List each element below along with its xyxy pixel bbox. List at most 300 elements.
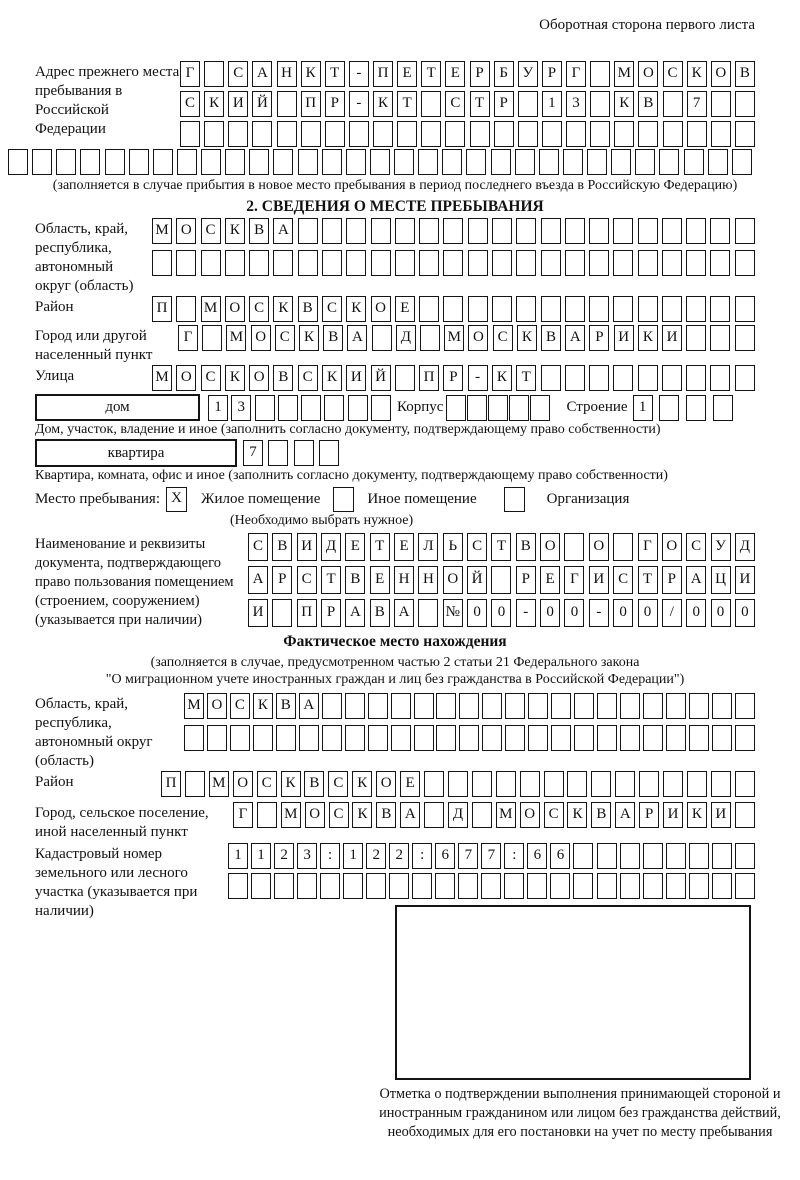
char-box[interactable]: [322, 218, 342, 244]
char-box[interactable]: [225, 250, 245, 276]
char-box[interactable]: [366, 873, 386, 899]
char-box[interactable]: [153, 149, 173, 175]
char-box[interactable]: [436, 725, 456, 751]
char-box[interactable]: О: [207, 693, 227, 719]
char-box[interactable]: [322, 725, 342, 751]
char-box[interactable]: Р: [542, 61, 562, 87]
char-box[interactable]: К: [687, 802, 707, 828]
char-box[interactable]: Й: [371, 365, 391, 391]
char-box[interactable]: В: [370, 599, 390, 627]
char-box[interactable]: [322, 149, 342, 175]
char-box[interactable]: С: [329, 802, 349, 828]
char-box[interactable]: Е: [345, 533, 365, 561]
char-box[interactable]: П: [419, 365, 439, 391]
char-box[interactable]: О: [520, 802, 540, 828]
char-box[interactable]: [276, 725, 296, 751]
char-box[interactable]: [662, 296, 682, 322]
char-box[interactable]: [397, 121, 417, 147]
char-box[interactable]: [613, 250, 633, 276]
char-box[interactable]: [550, 873, 570, 899]
char-box[interactable]: [590, 61, 610, 87]
char-box[interactable]: [448, 771, 468, 797]
char-box[interactable]: Г: [180, 61, 200, 87]
char-box[interactable]: [202, 325, 222, 351]
char-box[interactable]: [204, 61, 224, 87]
char-box[interactable]: С: [249, 296, 269, 322]
char-box[interactable]: М: [614, 61, 634, 87]
char-box[interactable]: О: [371, 296, 391, 322]
char-box[interactable]: [541, 218, 561, 244]
char-box[interactable]: [255, 395, 275, 421]
char-box[interactable]: Р: [494, 91, 514, 117]
char-box[interactable]: О: [589, 533, 609, 561]
char-box[interactable]: [527, 873, 547, 899]
char-box[interactable]: [395, 250, 415, 276]
char-box[interactable]: И: [735, 566, 755, 594]
char-box[interactable]: [638, 250, 658, 276]
char-box[interactable]: О: [176, 218, 196, 244]
char-box[interactable]: О: [638, 61, 658, 87]
char-box[interactable]: У: [518, 61, 538, 87]
char-box[interactable]: [468, 296, 488, 322]
char-box[interactable]: 3: [566, 91, 586, 117]
char-box[interactable]: [322, 250, 342, 276]
char-box[interactable]: [297, 873, 317, 899]
char-box[interactable]: Н: [418, 566, 438, 594]
char-box[interactable]: [590, 121, 610, 147]
char-box[interactable]: [176, 250, 196, 276]
char-box[interactable]: И: [589, 566, 609, 594]
char-box[interactable]: 2: [389, 843, 409, 869]
char-box[interactable]: [643, 843, 663, 869]
char-box[interactable]: [614, 121, 634, 147]
char-box[interactable]: [273, 149, 293, 175]
char-box[interactable]: В: [638, 91, 658, 117]
char-box[interactable]: [299, 725, 319, 751]
char-box[interactable]: К: [492, 365, 512, 391]
char-box[interactable]: С: [180, 91, 200, 117]
char-box[interactable]: Р: [639, 802, 659, 828]
char-box[interactable]: К: [567, 802, 587, 828]
char-box[interactable]: А: [248, 566, 268, 594]
char-box[interactable]: [686, 325, 706, 351]
char-box[interactable]: С: [230, 693, 250, 719]
char-box[interactable]: М: [444, 325, 464, 351]
char-box[interactable]: [635, 149, 655, 175]
char-box[interactable]: 3: [297, 843, 317, 869]
char-box[interactable]: К: [346, 296, 366, 322]
char-box[interactable]: [492, 250, 512, 276]
char-box[interactable]: К: [352, 771, 372, 797]
char-box[interactable]: [225, 149, 245, 175]
char-box[interactable]: [589, 296, 609, 322]
char-box[interactable]: -: [468, 365, 488, 391]
char-box[interactable]: П: [301, 91, 321, 117]
char-box[interactable]: [301, 121, 321, 147]
char-box[interactable]: [686, 296, 706, 322]
char-box[interactable]: [574, 693, 594, 719]
char-box[interactable]: [643, 693, 663, 719]
char-box[interactable]: Т: [325, 61, 345, 87]
char-box[interactable]: К: [517, 325, 537, 351]
char-box[interactable]: [573, 873, 593, 899]
char-box[interactable]: 0: [564, 599, 584, 627]
char-box[interactable]: Г: [566, 61, 586, 87]
char-box[interactable]: [544, 771, 564, 797]
char-box[interactable]: [418, 149, 438, 175]
char-box[interactable]: Т: [470, 91, 490, 117]
char-box[interactable]: И: [228, 91, 248, 117]
char-box[interactable]: [589, 365, 609, 391]
char-box[interactable]: С: [248, 533, 268, 561]
char-box[interactable]: [639, 771, 659, 797]
char-box[interactable]: [274, 873, 294, 899]
char-box[interactable]: Р: [589, 325, 609, 351]
char-box[interactable]: [541, 296, 561, 322]
char-box[interactable]: Г: [233, 802, 253, 828]
char-box[interactable]: [515, 149, 535, 175]
char-box[interactable]: С: [445, 91, 465, 117]
char-box[interactable]: [185, 771, 205, 797]
char-box[interactable]: [689, 873, 709, 899]
char-box[interactable]: Ц: [711, 566, 731, 594]
char-box[interactable]: [687, 771, 707, 797]
char-box[interactable]: [574, 725, 594, 751]
char-box[interactable]: [666, 873, 686, 899]
char-box[interactable]: [711, 121, 731, 147]
char-box[interactable]: [663, 121, 683, 147]
char-box[interactable]: [732, 149, 752, 175]
char-box[interactable]: Д: [448, 802, 468, 828]
char-box[interactable]: [230, 725, 250, 751]
char-box[interactable]: [735, 325, 755, 351]
char-box[interactable]: Р: [321, 599, 341, 627]
char-box[interactable]: [129, 149, 149, 175]
char-box[interactable]: О: [225, 296, 245, 322]
char-box[interactable]: -: [589, 599, 609, 627]
char-box[interactable]: [711, 771, 731, 797]
char-box[interactable]: [201, 250, 221, 276]
char-box[interactable]: [492, 218, 512, 244]
char-box[interactable]: В: [249, 218, 269, 244]
char-box[interactable]: [638, 365, 658, 391]
char-box[interactable]: :: [320, 843, 340, 869]
char-box[interactable]: К: [614, 91, 634, 117]
char-box[interactable]: [424, 802, 444, 828]
char-box[interactable]: С: [228, 61, 248, 87]
char-box[interactable]: [666, 693, 686, 719]
char-box[interactable]: [735, 296, 755, 322]
char-box[interactable]: [687, 121, 707, 147]
char-box[interactable]: С: [467, 533, 487, 561]
char-box[interactable]: [419, 218, 439, 244]
char-box[interactable]: [710, 325, 730, 351]
char-box[interactable]: В: [272, 533, 292, 561]
char-box[interactable]: №: [443, 599, 463, 627]
char-box[interactable]: А: [299, 693, 319, 719]
char-box[interactable]: [615, 771, 635, 797]
char-box[interactable]: Д: [396, 325, 416, 351]
char-box[interactable]: С: [613, 566, 633, 594]
char-box[interactable]: [346, 149, 366, 175]
char-box[interactable]: А: [252, 61, 272, 87]
char-box[interactable]: Т: [321, 566, 341, 594]
char-box[interactable]: [298, 250, 318, 276]
char-box[interactable]: [541, 250, 561, 276]
char-box[interactable]: [597, 873, 617, 899]
char-box[interactable]: В: [591, 802, 611, 828]
char-box[interactable]: [372, 325, 392, 351]
char-box[interactable]: С: [328, 771, 348, 797]
char-box[interactable]: [458, 873, 478, 899]
char-box[interactable]: [8, 149, 28, 175]
char-box[interactable]: 1: [542, 91, 562, 117]
house-type-box[interactable]: дом: [35, 394, 200, 421]
char-box[interactable]: [566, 121, 586, 147]
char-box[interactable]: Е: [394, 533, 414, 561]
char-box[interactable]: -: [349, 91, 369, 117]
char-box[interactable]: [735, 693, 755, 719]
char-box[interactable]: О: [251, 325, 271, 351]
char-box[interactable]: [412, 873, 432, 899]
char-box[interactable]: [666, 725, 686, 751]
char-box[interactable]: [662, 218, 682, 244]
char-box[interactable]: 1: [208, 395, 228, 421]
char-box[interactable]: [613, 296, 633, 322]
char-box[interactable]: [711, 91, 731, 117]
char-box[interactable]: [249, 250, 269, 276]
char-box[interactable]: [494, 121, 514, 147]
char-box[interactable]: [368, 693, 388, 719]
char-box[interactable]: 6: [527, 843, 547, 869]
char-box[interactable]: [713, 395, 733, 421]
char-box[interactable]: [565, 296, 585, 322]
char-box[interactable]: [735, 771, 755, 797]
char-box[interactable]: [278, 395, 298, 421]
char-box[interactable]: М: [152, 365, 172, 391]
char-box[interactable]: [684, 149, 704, 175]
char-box[interactable]: М: [281, 802, 301, 828]
char-box[interactable]: К: [225, 218, 245, 244]
char-box[interactable]: [710, 365, 730, 391]
char-box[interactable]: [620, 873, 640, 899]
char-box[interactable]: В: [298, 296, 318, 322]
char-box[interactable]: [228, 873, 248, 899]
char-box[interactable]: [710, 296, 730, 322]
char-box[interactable]: [492, 296, 512, 322]
char-box[interactable]: [643, 725, 663, 751]
char-box[interactable]: [686, 365, 706, 391]
char-box[interactable]: [666, 843, 686, 869]
char-box[interactable]: [505, 693, 525, 719]
char-box[interactable]: [491, 149, 511, 175]
char-box[interactable]: [325, 121, 345, 147]
char-box[interactable]: П: [297, 599, 317, 627]
char-box[interactable]: [277, 121, 297, 147]
char-box[interactable]: [620, 693, 640, 719]
char-box[interactable]: [541, 365, 561, 391]
char-box[interactable]: 1: [251, 843, 271, 869]
char-box[interactable]: [496, 771, 516, 797]
char-box[interactable]: [620, 843, 640, 869]
char-box[interactable]: [597, 693, 617, 719]
char-box[interactable]: [207, 725, 227, 751]
char-box[interactable]: 1: [633, 395, 653, 421]
char-box[interactable]: [345, 693, 365, 719]
char-box[interactable]: С: [493, 325, 513, 351]
char-box[interactable]: В: [735, 61, 755, 87]
char-box[interactable]: [689, 693, 709, 719]
char-box[interactable]: [735, 725, 755, 751]
char-box[interactable]: П: [152, 296, 172, 322]
char-box[interactable]: [590, 91, 610, 117]
char-box[interactable]: [445, 121, 465, 147]
char-box[interactable]: [268, 440, 288, 466]
char-box[interactable]: [419, 250, 439, 276]
char-box[interactable]: :: [504, 843, 524, 869]
char-box[interactable]: О: [443, 566, 463, 594]
char-box[interactable]: [435, 873, 455, 899]
char-box[interactable]: -: [516, 599, 536, 627]
char-box[interactable]: Т: [421, 61, 441, 87]
char-box[interactable]: [420, 325, 440, 351]
char-box[interactable]: [253, 725, 273, 751]
char-box[interactable]: 0: [686, 599, 706, 627]
char-box[interactable]: [735, 218, 755, 244]
char-box[interactable]: [565, 218, 585, 244]
char-box[interactable]: [373, 121, 393, 147]
char-box[interactable]: К: [638, 325, 658, 351]
char-box[interactable]: [482, 693, 502, 719]
char-box[interactable]: [542, 121, 562, 147]
char-box[interactable]: [105, 149, 125, 175]
char-box[interactable]: О: [376, 771, 396, 797]
char-box[interactable]: 7: [687, 91, 707, 117]
char-box[interactable]: К: [352, 802, 372, 828]
char-box[interactable]: 0: [735, 599, 755, 627]
char-box[interactable]: С: [201, 218, 221, 244]
char-box[interactable]: [663, 91, 683, 117]
char-box[interactable]: А: [686, 566, 706, 594]
char-box[interactable]: [638, 121, 658, 147]
char-box[interactable]: [371, 218, 391, 244]
char-box[interactable]: [371, 250, 391, 276]
char-box[interactable]: Ь: [443, 533, 463, 561]
char-box[interactable]: К: [253, 693, 273, 719]
char-box[interactable]: [689, 843, 709, 869]
char-box[interactable]: [184, 725, 204, 751]
char-box[interactable]: [481, 873, 501, 899]
char-box[interactable]: [516, 296, 536, 322]
char-box[interactable]: К: [299, 325, 319, 351]
char-box[interactable]: Т: [638, 566, 658, 594]
char-box[interactable]: И: [614, 325, 634, 351]
char-box[interactable]: Р: [470, 61, 490, 87]
char-box[interactable]: И: [248, 599, 268, 627]
char-box[interactable]: Т: [397, 91, 417, 117]
char-box[interactable]: [446, 395, 466, 421]
char-box[interactable]: К: [281, 771, 301, 797]
char-box[interactable]: [663, 771, 683, 797]
char-box[interactable]: К: [225, 365, 245, 391]
char-box[interactable]: [662, 365, 682, 391]
char-box[interactable]: [442, 149, 462, 175]
char-box[interactable]: В: [276, 693, 296, 719]
char-box[interactable]: С: [663, 61, 683, 87]
char-box[interactable]: Р: [662, 566, 682, 594]
char-box[interactable]: [257, 802, 277, 828]
checkbox-organization[interactable]: [504, 487, 525, 512]
char-box[interactable]: Е: [395, 296, 415, 322]
char-box[interactable]: [370, 149, 390, 175]
char-box[interactable]: И: [662, 325, 682, 351]
char-box[interactable]: [735, 121, 755, 147]
char-box[interactable]: Р: [443, 365, 463, 391]
char-box[interactable]: [611, 149, 631, 175]
char-box[interactable]: [414, 693, 434, 719]
char-box[interactable]: Т: [491, 533, 511, 561]
char-box[interactable]: [710, 218, 730, 244]
char-box[interactable]: Р: [272, 566, 292, 594]
char-box[interactable]: [567, 771, 587, 797]
char-box[interactable]: [468, 250, 488, 276]
char-box[interactable]: [470, 121, 490, 147]
char-box[interactable]: М: [152, 218, 172, 244]
char-box[interactable]: 0: [613, 599, 633, 627]
char-box[interactable]: 6: [435, 843, 455, 869]
char-box[interactable]: О: [540, 533, 560, 561]
char-box[interactable]: А: [273, 218, 293, 244]
char-box[interactable]: [563, 149, 583, 175]
char-box[interactable]: С: [544, 802, 564, 828]
char-box[interactable]: Е: [400, 771, 420, 797]
char-box[interactable]: 1: [343, 843, 363, 869]
char-box[interactable]: С: [275, 325, 295, 351]
char-box[interactable]: [686, 218, 706, 244]
char-box[interactable]: Н: [394, 566, 414, 594]
char-box[interactable]: [249, 149, 269, 175]
char-box[interactable]: [273, 250, 293, 276]
char-box[interactable]: [520, 771, 540, 797]
char-box[interactable]: [735, 250, 755, 276]
char-box[interactable]: [518, 91, 538, 117]
char-box[interactable]: [613, 218, 633, 244]
char-box[interactable]: [689, 725, 709, 751]
char-box[interactable]: [482, 725, 502, 751]
char-box[interactable]: [418, 599, 438, 627]
char-box[interactable]: [32, 149, 52, 175]
char-box[interactable]: А: [615, 802, 635, 828]
char-box[interactable]: /: [662, 599, 682, 627]
char-box[interactable]: [551, 693, 571, 719]
char-box[interactable]: О: [662, 533, 682, 561]
char-box[interactable]: М: [184, 693, 204, 719]
char-box[interactable]: [180, 121, 200, 147]
char-box[interactable]: [56, 149, 76, 175]
char-box[interactable]: П: [373, 61, 393, 87]
char-box[interactable]: [391, 725, 411, 751]
char-box[interactable]: Д: [321, 533, 341, 561]
char-box[interactable]: М: [201, 296, 221, 322]
char-box[interactable]: М: [496, 802, 516, 828]
char-box[interactable]: В: [376, 802, 396, 828]
char-box[interactable]: [591, 771, 611, 797]
char-box[interactable]: [516, 250, 536, 276]
char-box[interactable]: [348, 395, 368, 421]
char-box[interactable]: И: [297, 533, 317, 561]
char-box[interactable]: С: [201, 365, 221, 391]
char-box[interactable]: [322, 693, 342, 719]
